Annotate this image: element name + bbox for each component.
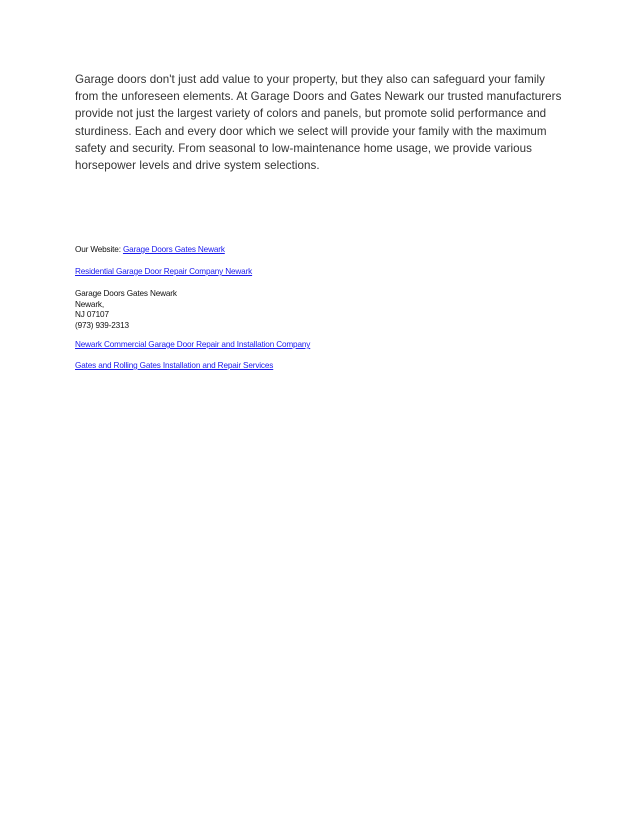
website-line [75, 245, 225, 256]
gates-line [75, 361, 273, 372]
residential-line [75, 267, 252, 278]
gates-services-link[interactable]: Gates and Rolling Gates Installation and Repair Services [75, 361, 274, 370]
address-state-zip: NJ 07107 [75, 310, 109, 320]
residential-repair-link[interactable]: Residential Garage Door Repair Company Newark [75, 267, 253, 276]
address-phone: (973) 939-2313 [75, 320, 129, 330]
commercial-repair-link[interactable]: Newark Commercial Garage Door Repair and Installation Company [75, 340, 311, 349]
address-city: Newark, [75, 299, 104, 309]
intro-paragraph: Garage doors don't just add value to your property, but they also can safeguard your family from the unforeseen elements. At Garage Doors and Gates Newark our trusted manufacturers provide not just the largest variety of colors and panels, but promote solid performance and sturdiness. Each and every door which we select will provide your family with the maximum safety and security. From seasonal to low-maintenance home usage, we provide various horsepower levels and drive system selections. [75, 73, 562, 173]
address-business-name: Garage Doors Gates Newark [75, 289, 177, 298]
commercial-line [75, 340, 310, 351]
website-link[interactable]: Garage Doors Gates Newark [122, 245, 225, 254]
address-block [75, 289, 177, 331]
website-label: Our Website: [75, 245, 123, 254]
